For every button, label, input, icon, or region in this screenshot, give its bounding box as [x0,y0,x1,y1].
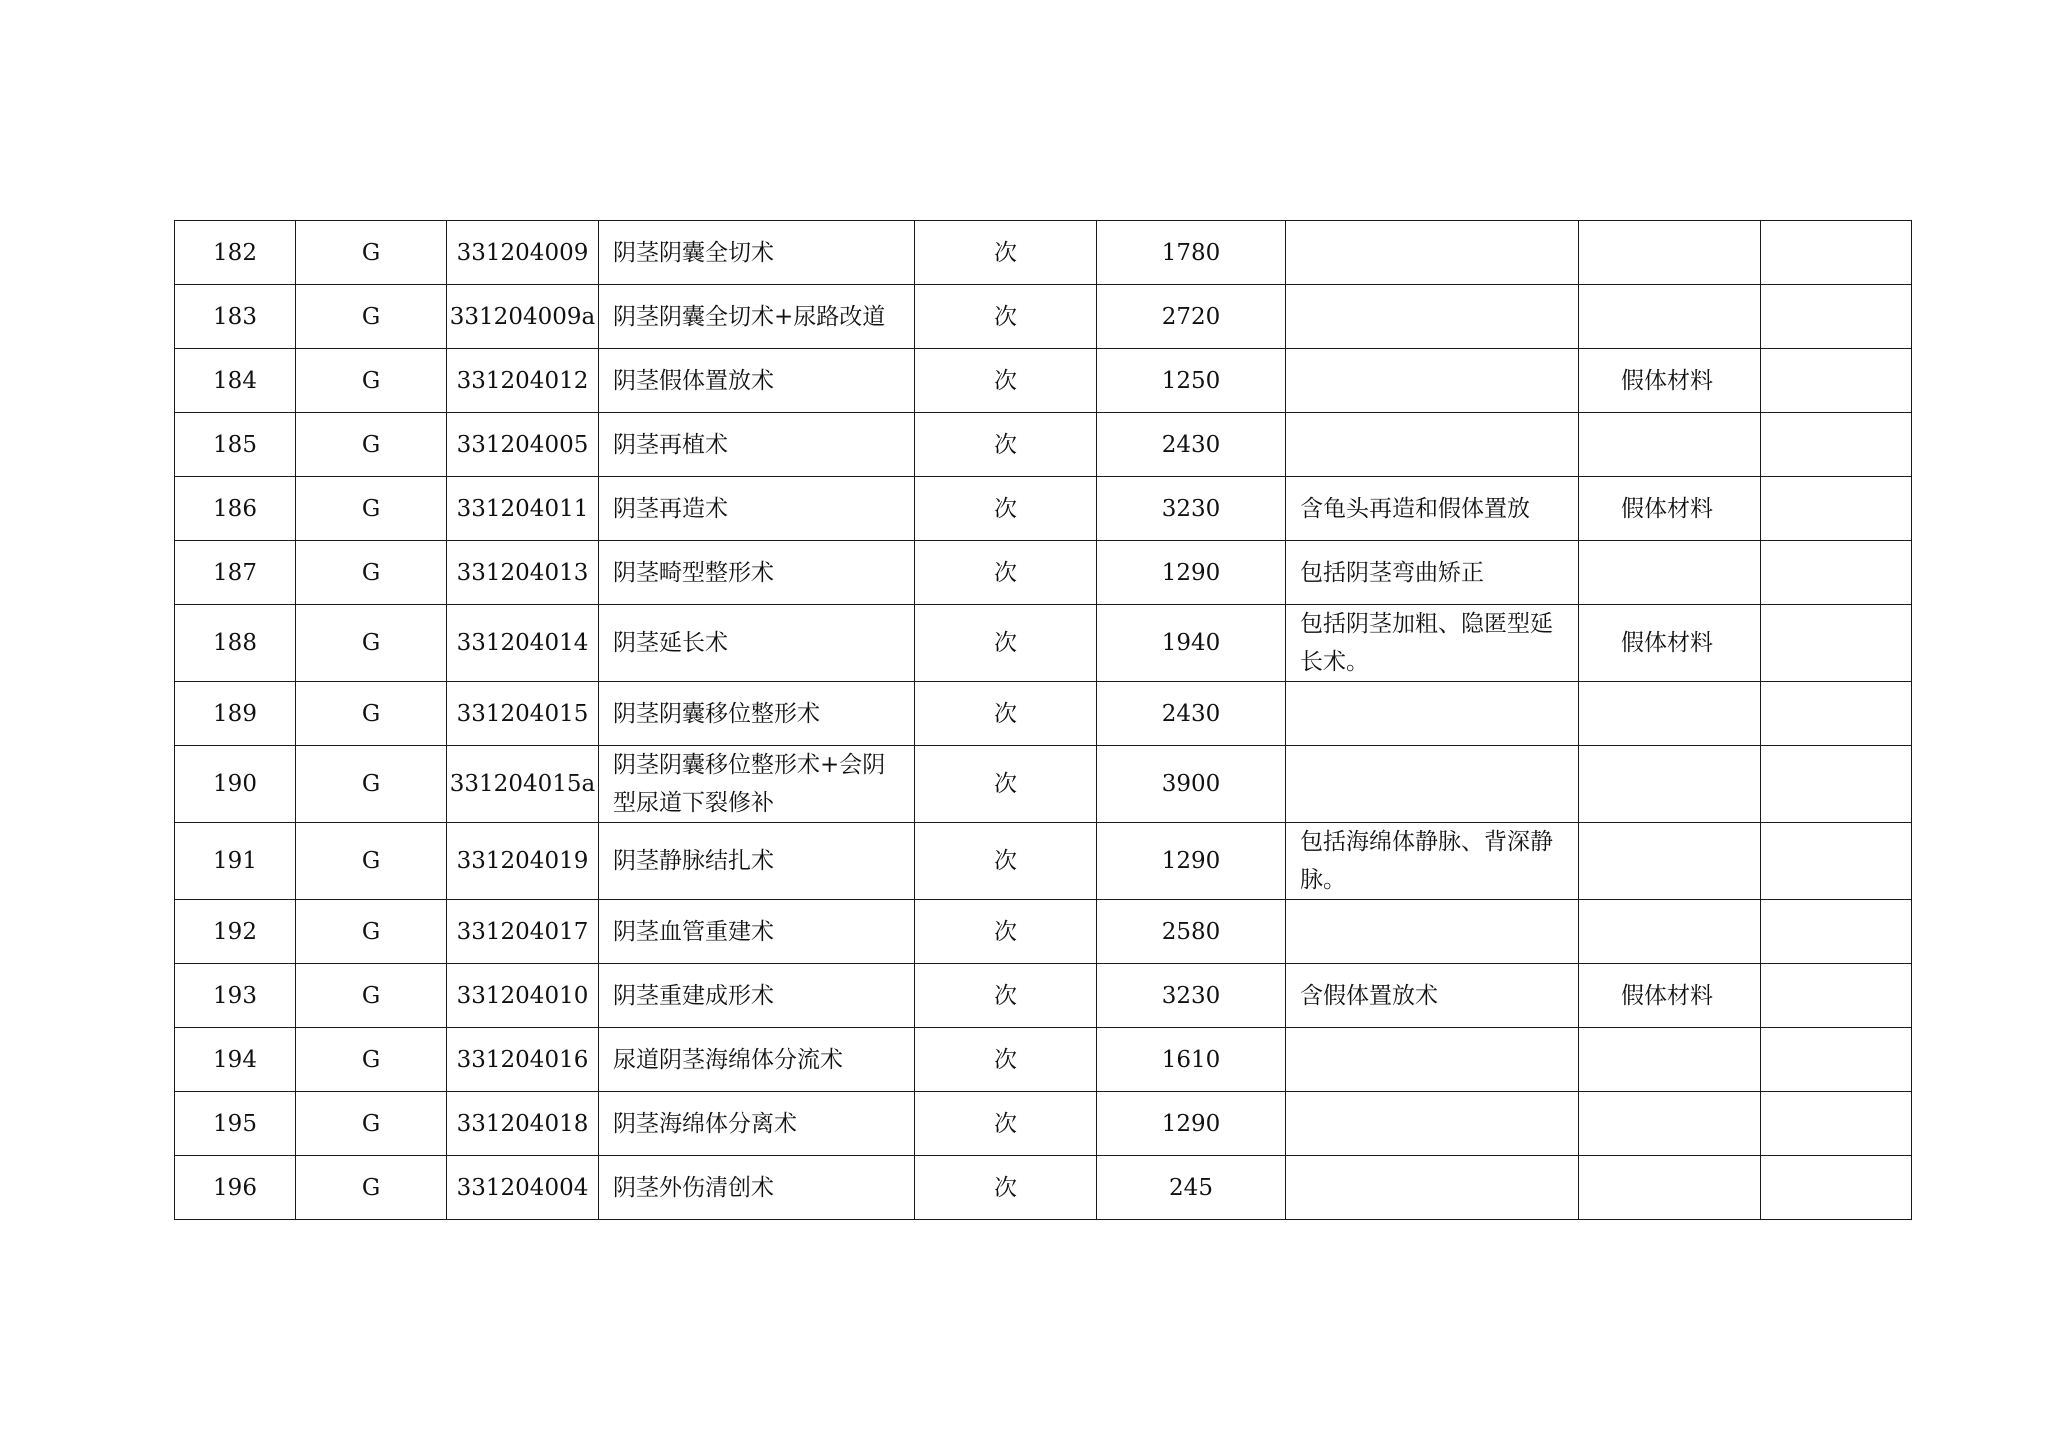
category-code: G [296,221,447,285]
category-code: G [296,823,447,900]
item-note [1286,349,1579,413]
excluded-material [1579,1092,1761,1156]
excluded-material: 假体材料 [1579,477,1761,541]
item-note: 包括海绵体静脉、背深静脉。 [1286,823,1579,900]
item-code: 331204017 [447,900,599,964]
item-code: 331204009 [447,221,599,285]
price-value: 1610 [1097,1028,1286,1092]
item-note: 含假体置放术 [1286,964,1579,1028]
category-code: G [296,900,447,964]
billing-unit: 次 [915,285,1097,349]
row-number: 189 [175,682,296,746]
item-note [1286,1028,1579,1092]
item-note [1286,285,1579,349]
excluded-material [1579,823,1761,900]
row-number: 186 [175,477,296,541]
item-name: 阴茎畸型整形术 [599,541,915,605]
billing-unit: 次 [915,541,1097,605]
excluded-material [1579,285,1761,349]
table-row [175,682,1912,746]
remarks-cell [1761,746,1912,823]
category-code: G [296,477,447,541]
row-number: 184 [175,349,296,413]
price-value: 1290 [1097,823,1286,900]
remarks-cell [1761,900,1912,964]
remarks-cell [1761,964,1912,1028]
remarks-cell [1761,349,1912,413]
row-number: 196 [175,1156,296,1220]
item-note: 包括阴茎弯曲矫正 [1286,541,1579,605]
table-row [175,900,1912,964]
item-code: 331204004 [447,1156,599,1220]
row-number: 194 [175,1028,296,1092]
remarks-cell [1761,221,1912,285]
row-number: 193 [175,964,296,1028]
table-row [175,349,1912,413]
table-row [175,1156,1912,1220]
item-code: 331204010 [447,964,599,1028]
row-number: 190 [175,746,296,823]
item-name: 阴茎阴囊全切术 [599,221,915,285]
row-number: 192 [175,900,296,964]
excluded-material [1579,746,1761,823]
item-name: 阴茎假体置放术 [599,349,915,413]
category-code: G [296,746,447,823]
row-number: 191 [175,823,296,900]
item-note [1286,900,1579,964]
excluded-material: 假体材料 [1579,349,1761,413]
item-name: 阴茎再造术 [599,477,915,541]
billing-unit: 次 [915,823,1097,900]
item-note [1286,1156,1579,1220]
price-value: 245 [1097,1156,1286,1220]
item-name: 阴茎重建成形术 [599,964,915,1028]
remarks-cell [1761,285,1912,349]
billing-unit: 次 [915,964,1097,1028]
category-code: G [296,1028,447,1092]
row-number: 183 [175,285,296,349]
remarks-cell [1761,541,1912,605]
item-code: 331204014 [447,605,599,682]
item-name: 尿道阴茎海绵体分流术 [599,1028,915,1092]
row-number: 195 [175,1092,296,1156]
price-value: 1250 [1097,349,1286,413]
excluded-material [1579,541,1761,605]
item-code: 331204009a [447,285,599,349]
price-value: 3230 [1097,964,1286,1028]
category-code: G [296,1092,447,1156]
item-code: 331204005 [447,413,599,477]
billing-unit: 次 [915,477,1097,541]
price-value: 3230 [1097,477,1286,541]
category-code: G [296,605,447,682]
table-row [175,541,1912,605]
row-number: 188 [175,605,296,682]
item-code: 331204015 [447,682,599,746]
excluded-material [1579,1156,1761,1220]
table-row [175,413,1912,477]
item-note [1286,413,1579,477]
remarks-cell [1761,1092,1912,1156]
item-note [1286,221,1579,285]
price-value: 3900 [1097,746,1286,823]
item-name: 阴茎静脉结扎术 [599,823,915,900]
item-name: 阴茎阴囊移位整形术+会阴型尿道下裂修补 [599,746,915,823]
excluded-material [1579,221,1761,285]
table-row [175,746,1912,823]
category-code: G [296,349,447,413]
item-code: 331204018 [447,1092,599,1156]
item-code: 331204019 [447,823,599,900]
excluded-material [1579,413,1761,477]
item-note: 包括阴茎加粗、隐匿型延长术。 [1286,605,1579,682]
price-value: 2430 [1097,682,1286,746]
price-value: 2430 [1097,413,1286,477]
table-row [175,285,1912,349]
item-name: 阴茎阴囊全切术+尿路改道 [599,285,915,349]
category-code: G [296,541,447,605]
table-row [175,221,1912,285]
item-code: 331204012 [447,349,599,413]
remarks-cell [1761,1156,1912,1220]
billing-unit: 次 [915,1156,1097,1220]
price-value: 1290 [1097,541,1286,605]
excluded-material: 假体材料 [1579,605,1761,682]
row-number: 185 [175,413,296,477]
table-row [175,964,1912,1028]
table-row [175,477,1912,541]
table-row [175,823,1912,900]
remarks-cell [1761,823,1912,900]
remarks-cell [1761,413,1912,477]
item-name: 阴茎海绵体分离术 [599,1092,915,1156]
category-code: G [296,682,447,746]
excluded-material [1579,1028,1761,1092]
price-value: 2720 [1097,285,1286,349]
excluded-material: 假体材料 [1579,964,1761,1028]
item-name: 阴茎阴囊移位整形术 [599,682,915,746]
billing-unit: 次 [915,682,1097,746]
billing-unit: 次 [915,900,1097,964]
row-number: 182 [175,221,296,285]
item-code: 331204016 [447,1028,599,1092]
item-name: 阴茎再植术 [599,413,915,477]
item-name: 阴茎外伤清创术 [599,1156,915,1220]
category-code: G [296,1156,447,1220]
excluded-material [1579,682,1761,746]
billing-unit: 次 [915,413,1097,477]
price-value: 1940 [1097,605,1286,682]
price-value: 1290 [1097,1092,1286,1156]
table-row [175,1028,1912,1092]
price-value: 1780 [1097,221,1286,285]
billing-unit: 次 [915,1028,1097,1092]
category-code: G [296,413,447,477]
category-code: G [296,285,447,349]
item-code: 331204011 [447,477,599,541]
fee-schedule-table [174,220,1912,1220]
remarks-cell [1761,605,1912,682]
row-number: 187 [175,541,296,605]
excluded-material [1579,900,1761,964]
price-value: 2580 [1097,900,1286,964]
item-name: 阴茎血管重建术 [599,900,915,964]
item-code: 331204013 [447,541,599,605]
billing-unit: 次 [915,1092,1097,1156]
item-note [1286,746,1579,823]
billing-unit: 次 [915,221,1097,285]
item-note [1286,682,1579,746]
remarks-cell [1761,477,1912,541]
billing-unit: 次 [915,746,1097,823]
item-note: 含龟头再造和假体置放 [1286,477,1579,541]
remarks-cell [1761,1028,1912,1092]
table-row [175,1092,1912,1156]
item-code: 331204015a [447,746,599,823]
item-note [1286,1092,1579,1156]
category-code: G [296,964,447,1028]
table-body [175,221,1912,1220]
item-name: 阴茎延长术 [599,605,915,682]
billing-unit: 次 [915,349,1097,413]
remarks-cell [1761,682,1912,746]
table-row [175,605,1912,682]
billing-unit: 次 [915,605,1097,682]
